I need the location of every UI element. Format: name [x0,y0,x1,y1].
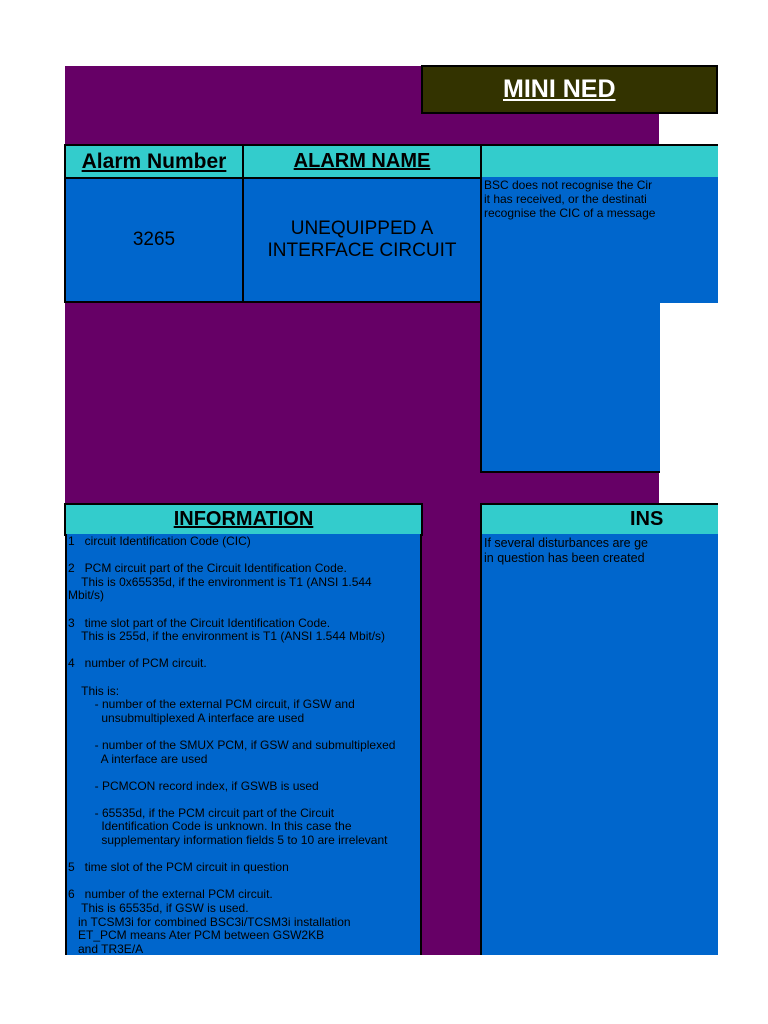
page-edge [718,0,768,1024]
information-line [68,875,420,889]
information-line: supplementary information fields 5 to 10 are irrelevant [68,834,388,848]
information-line: in TCSM3i for combined BSC3i/TCSM3i installation [68,915,351,929]
information-line [68,549,420,563]
alarm-number-header-label: Alarm Number [81,149,227,173]
alarm-name-cell [242,177,482,303]
description-column-lower [480,301,660,473]
information-line: This is: [68,684,120,698]
instructions-header [480,503,718,536]
instructions-text: If several disturbances are ge in question has been created [484,536,648,565]
alarm-number-cell [64,177,244,303]
information-line: This is 255d, if the environment is T1 (ANSI 1.544 Mbit/s) [68,630,386,644]
information-line: This is 0x65535d, if the environment is T1 (ANSI 1.544 [68,575,372,589]
information-line [68,603,420,617]
information-line: 1 circuit Identification Code (CIC) [68,535,251,548]
instructions-panel [480,534,718,955]
information-line: Identification Code is unknown. In this case the [68,820,352,834]
information-line [68,793,420,807]
information-line: ET_PCM means Ater PCM between GSW2KB [68,929,325,943]
instructions-header-label: INS [630,508,664,530]
alarm-name-header-label: ALARM NAME [293,150,431,172]
information-lines [68,535,420,955]
information-line: and TR3E/A [68,942,144,955]
alarm-name-value: UNEQUIPPED A INTERFACE CIRCUIT [267,218,457,261]
information-line: Mbit/s) [68,589,104,603]
information-header-label: INFORMATION [173,508,314,530]
information-header [64,503,423,536]
information-line [68,671,420,685]
title-banner [421,65,718,114]
information-line [68,644,420,658]
description-header [480,144,718,179]
information-line [68,766,420,780]
information-line: 2 PCM circuit part of the Circuit Identification Code. [68,562,347,576]
page-title: MINI NED [503,75,616,103]
information-line: - PCMCON record index, if GSWB is used [68,779,319,793]
information-line: A interface are used [68,752,208,766]
alarm-number-header [64,144,244,179]
alarm-name-header [242,144,482,179]
information-line: - number of the SMUX PCM, if GSW and submultiplexed [68,738,396,752]
information-line: 6 number of the external PCM circuit. [68,888,273,902]
information-line [68,848,420,862]
information-panel [65,534,422,955]
description-text: BSC does not recognise the Cir it has received, or the destinati recognise the CIC of a message [484,178,656,220]
information-line: 4 number of PCM circuit. [68,657,207,671]
information-line: unsubmultiplexed A interface are used [68,711,305,725]
information-line: 5 time slot of the PCM circuit in question [68,861,289,875]
information-line: - number of the external PCM circuit, if GSW and [68,698,355,712]
information-line: This is 65535d, if GSW is used. [68,902,249,916]
information-line [68,725,420,739]
alarm-number-value: 3265 [132,229,176,250]
information-line: - 65535d, if the PCM circuit part of the Circuit [68,806,335,820]
information-line: 3 time slot part of the Circuit Identification Code. [68,616,331,630]
